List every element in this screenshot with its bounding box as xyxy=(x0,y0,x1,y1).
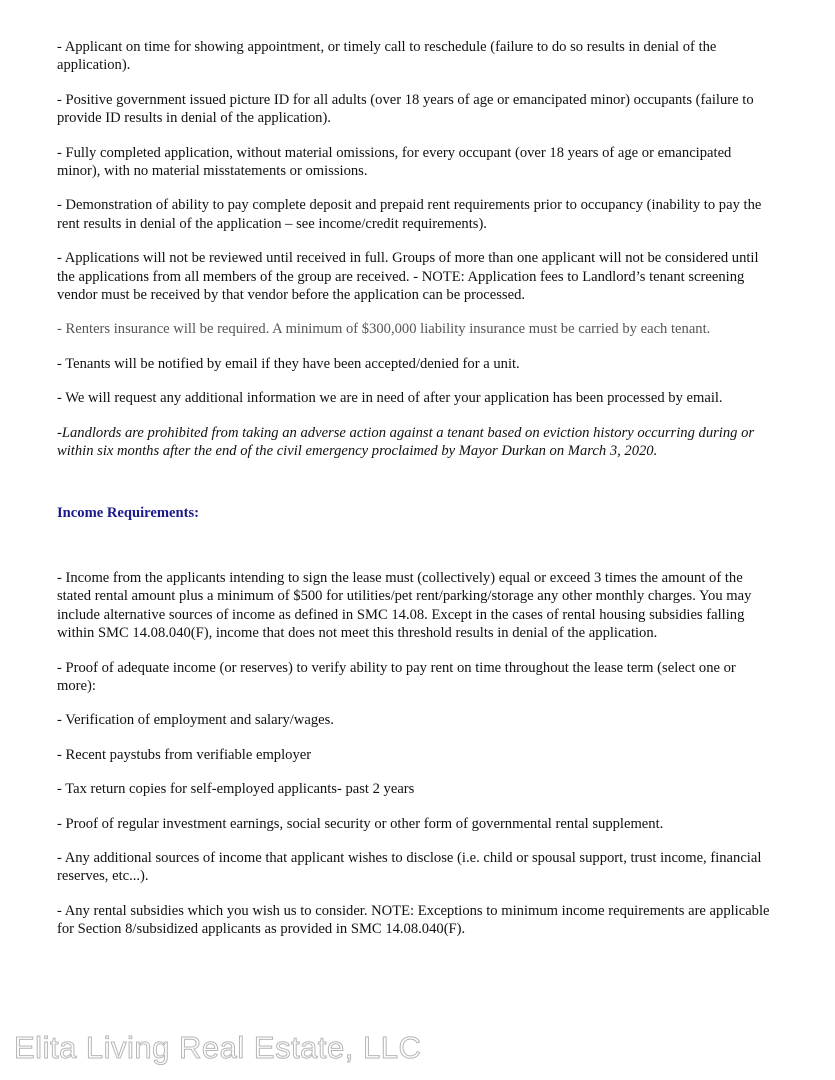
income-additional-sources: - Any additional sources of income that applicant wishes to disclose (i.e. child or spousal support, trust income, financial reserves, etc...). xyxy=(57,849,762,885)
requirement-full-review: - Applications will not be reviewed until received in full. Groups of more than one applicant will not be considered until the applications from all members of the group are received. - NOTE: Application fees to Landlord’s tenant screening vendor must be received by that vendor before the application can be processed. xyxy=(57,250,759,304)
requirement-showing-appointment: - Applicant on time for showing appointment, or timely call to reschedule (failure to do so results in denial of the application). xyxy=(57,39,717,74)
requirement-renters-insurance: - Renters insurance will be required. A minimum of $300,000 liability insurance must be carried by each tenant. xyxy=(57,321,711,338)
requirement-completed-application: - Fully completed application, without material omissions, for every occupant (over 18 years of age or emancipated minor), with no material misstatements or omissions. xyxy=(57,144,732,180)
income-threshold: - Income from the applicants intending to sign the lease must (collectively) equal or exceed 3 times the amount of the stated rental amount plus a minimum of $500 for utilities/pet rent/parking/storage any other monthly charges. You may include alternative sources of income as defined in SMC 14.08. Except in the cases of rental housing subsidies falling within SMC 14.08.040(F), income that does not meet this threshold results in denial of the application. xyxy=(57,569,752,642)
requirement-additional-info: - We will request any additional information we are in need of after your application has been processed by email. xyxy=(57,390,723,407)
income-tax-returns: - Tax return copies for self-employed applicants- past 2 years xyxy=(57,781,415,798)
eviction-history-notice: -Landlords are prohibited from taking an adverse action against a tenant based on eviction history occurring during or within six months after the end of the civil emergency proclaimed by Mayor Durkan on March 3, 2020. xyxy=(57,424,755,460)
income-rental-subsidies: - Any rental subsidies which you wish us to consider. NOTE: Exceptions to minimum income requirements are applicable for Section 8/subsidized applicants as provided in SMC 14.08.040(F). xyxy=(57,902,770,938)
income-paystubs: - Recent paystubs from verifiable employer xyxy=(57,746,312,763)
watermark: Elita Living Real Estate, LLC xyxy=(14,1030,422,1065)
income-requirements-heading: Income Requirements: xyxy=(57,504,199,521)
requirement-picture-id: - Positive government issued picture ID for all adults (over 18 years of age or emancipated minor) occupants (failure to provide ID results in denial of the application). xyxy=(57,91,754,127)
income-investment-earnings: - Proof of regular investment earnings, social security or other form of governmental rental supplement. xyxy=(57,815,664,832)
requirement-deposit: - Demonstration of ability to pay complete deposit and prepaid rent requirements prior to occupancy (inability to pay the rent results in denial of the application – see income/credit requirements). xyxy=(57,197,762,232)
income-requirements-list xyxy=(57,569,777,939)
requirement-email-notification: - Tenants will be notified by email if they have been accepted/denied for a unit. xyxy=(57,355,520,372)
income-employment-verification: - Verification of employment and salary/wages. xyxy=(57,712,334,729)
income-proof: - Proof of adequate income (or reserves) to verify ability to pay rent on time throughout the lease term (select one or more): xyxy=(57,659,736,694)
document-body xyxy=(57,38,777,955)
